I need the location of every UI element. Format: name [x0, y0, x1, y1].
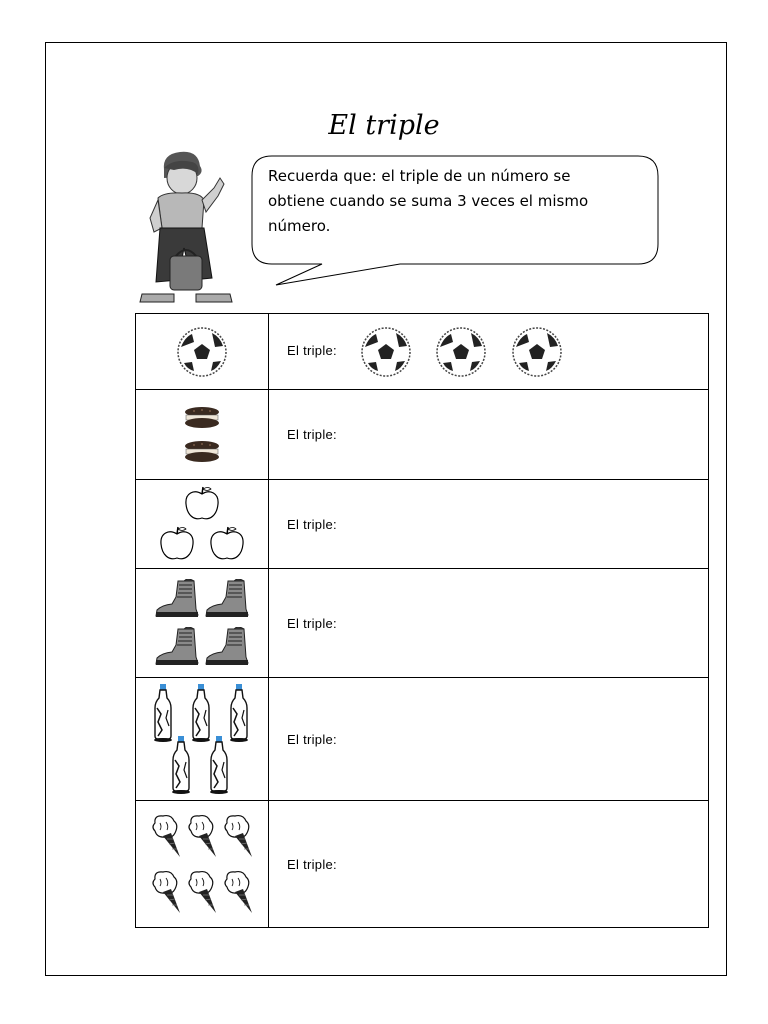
- ice-cream-cone-icon: [221, 813, 255, 859]
- table-row: [136, 314, 709, 390]
- soccer-ball-icon: [175, 325, 229, 379]
- cookie-icon: [182, 406, 222, 430]
- boot-icon: [154, 627, 200, 667]
- reminder-line-2: obtiene cuando se suma 3 veces el mismo: [268, 192, 589, 210]
- apple-icon: [207, 524, 247, 564]
- boot-icon: [154, 579, 200, 619]
- apple-icon: [157, 524, 197, 564]
- worksheet-title: El triple: [328, 110, 440, 141]
- triple-label: El triple:: [287, 615, 337, 631]
- answer-cell: [269, 569, 709, 678]
- bottle-icon: [208, 734, 230, 794]
- ice-cream-cone-icon: [149, 869, 183, 915]
- answer-cell: [269, 314, 709, 390]
- reminder-text: [268, 164, 648, 239]
- exercise-table: [135, 313, 709, 928]
- triple-label: El triple:: [287, 342, 337, 358]
- reminder-line-1: Recuerda que: el triple de un número se: [268, 167, 571, 185]
- table-row: [136, 801, 709, 928]
- triple-label: El triple:: [287, 731, 337, 747]
- table-row: [136, 390, 709, 480]
- answer-cell: [269, 480, 709, 569]
- item-cell: [136, 314, 269, 390]
- answer-cell: [269, 390, 709, 480]
- triple-label: El triple:: [287, 856, 337, 872]
- item-cell: [136, 390, 269, 480]
- soccer-ball-icon: [359, 325, 413, 379]
- ice-cream-cone-icon: [149, 813, 183, 859]
- item-cell: [136, 569, 269, 678]
- bottle-icon: [170, 734, 192, 794]
- soccer-ball-icon: [434, 325, 488, 379]
- item-cell: [136, 801, 269, 928]
- ice-cream-cone-icon: [185, 813, 219, 859]
- item-cell: [136, 480, 269, 569]
- table-row: [136, 678, 709, 801]
- bottle-icon: [152, 682, 174, 742]
- item-cell: [136, 678, 269, 801]
- apple-icon: [182, 484, 222, 524]
- boy-illustration: [134, 148, 246, 306]
- bottle-icon: [190, 682, 212, 742]
- ice-cream-cone-icon: [185, 869, 219, 915]
- soccer-ball-icon: [510, 325, 564, 379]
- answer-cell: [269, 801, 709, 928]
- triple-label: El triple:: [287, 427, 337, 442]
- answer-cell: [269, 678, 709, 801]
- boot-icon: [204, 627, 250, 667]
- cookie-icon: [182, 440, 222, 464]
- table-row: [136, 480, 709, 569]
- reminder-line-3: número.: [268, 217, 331, 235]
- boot-icon: [204, 579, 250, 619]
- table-row: [136, 569, 709, 678]
- ice-cream-cone-icon: [221, 869, 255, 915]
- bottle-icon: [228, 682, 250, 742]
- triple-label: El triple:: [287, 516, 337, 532]
